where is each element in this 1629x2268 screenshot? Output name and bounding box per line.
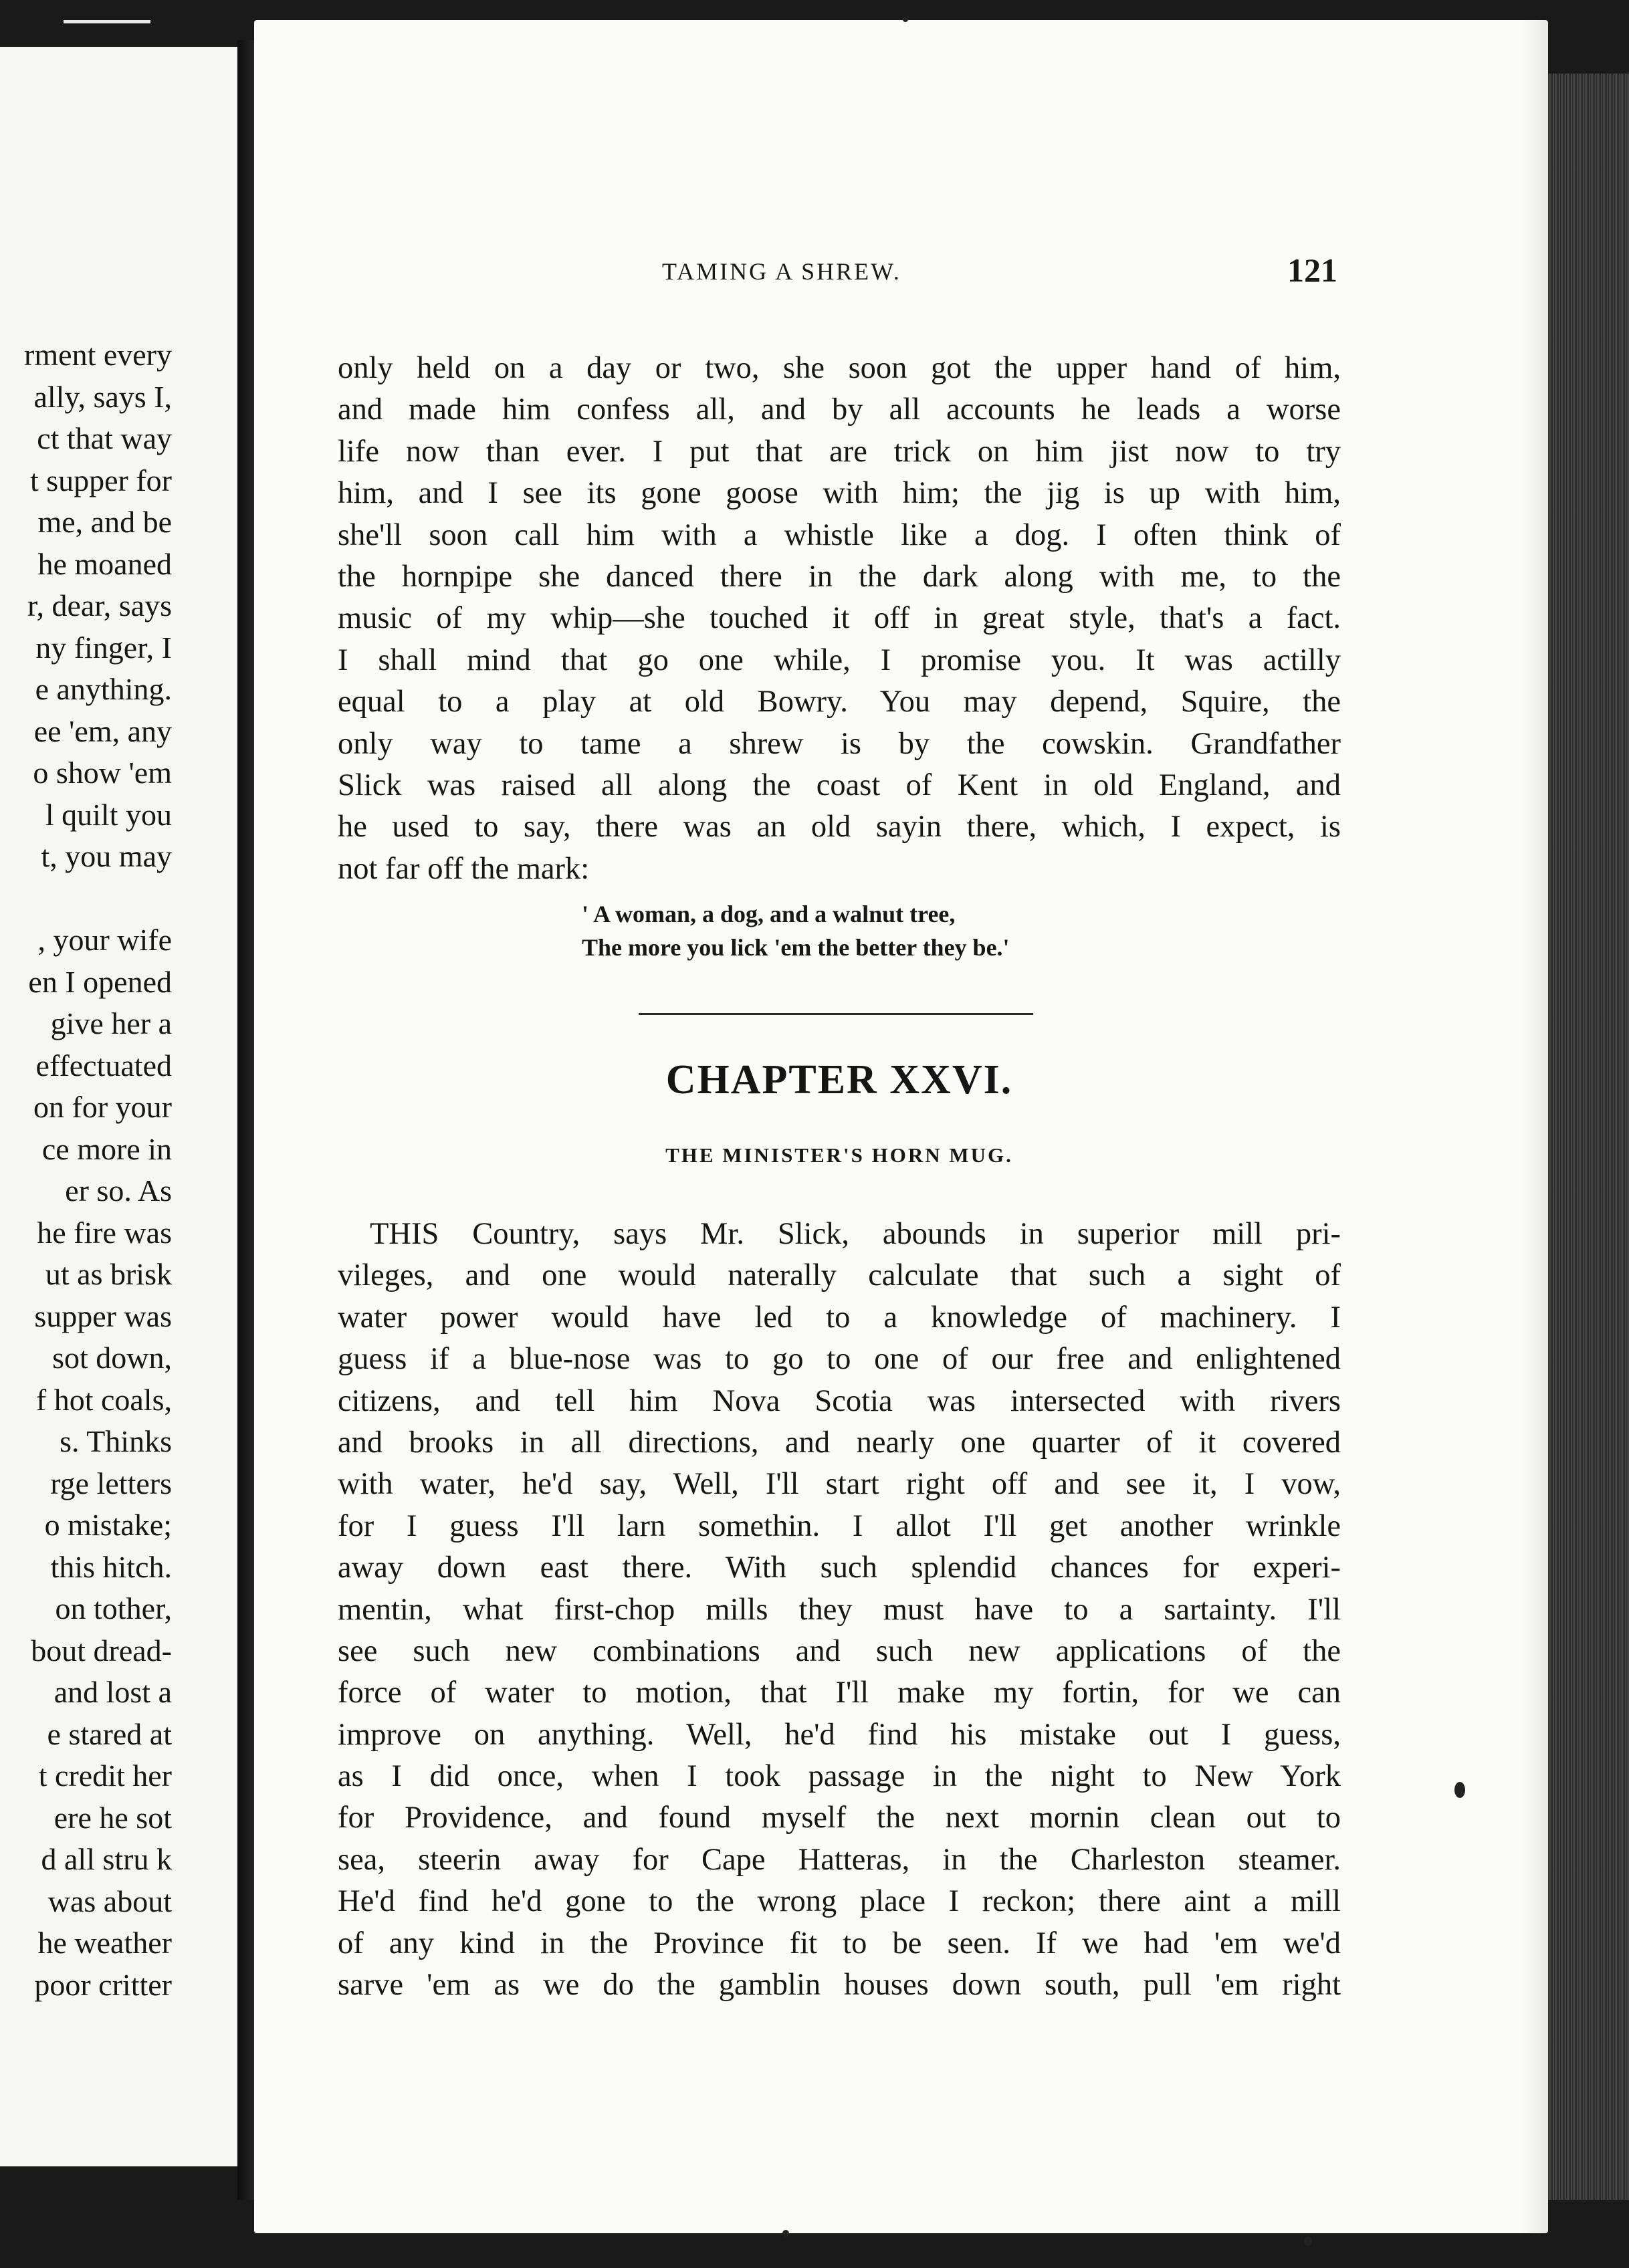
text-line: rment every xyxy=(24,338,172,372)
text-line: f hot coals, xyxy=(35,1382,172,1417)
text-line: o show 'em xyxy=(33,756,172,790)
body-text-chapter xyxy=(338,1214,1341,2006)
text-line: he weather xyxy=(37,1926,172,1960)
text-line: not far off the mark: xyxy=(338,851,590,886)
text-line: He'd find he'd gone to the wrong place I reckon; there aint a mill xyxy=(338,1884,1341,1919)
text-line: , your wife xyxy=(37,923,172,957)
text-line: bout dread- xyxy=(31,1633,172,1668)
page-edges xyxy=(1548,74,1629,2200)
text-line: t supper for xyxy=(29,463,172,497)
text-line: only way to tame a shrew is by the cowskin. Grandfather xyxy=(338,726,1341,761)
text-line: of any kind in the Province fit to be seen. If we had 'em we'd xyxy=(338,1926,1341,1960)
text-line: and lost a xyxy=(53,1675,172,1709)
text-line: was about xyxy=(47,1884,172,1918)
text-line: on tother, xyxy=(55,1591,172,1625)
text-line: see such new combinations and such new applications of the xyxy=(338,1633,1341,1668)
text-line: he fire was xyxy=(37,1215,172,1250)
verse-quote xyxy=(582,897,1010,964)
text-line: on for your xyxy=(33,1090,172,1124)
verse-line: ' A woman, a dog, and a walnut tree, xyxy=(582,901,956,927)
text-line: e stared at xyxy=(47,1716,172,1751)
text-line: him, and I see its gone goose with him; the jig is up with him, xyxy=(338,476,1341,511)
text-line: and brooks in all directions, and nearly one quarter of it covered xyxy=(338,1425,1341,1460)
text-line: this hitch. xyxy=(50,1549,172,1584)
running-title: TAMING A SHREW. xyxy=(662,258,901,285)
text-line: force of water to motion, that I'll make my fortin, for we can xyxy=(338,1676,1341,1710)
text-line: ct that way xyxy=(37,421,172,455)
text-line: citizens, and tell him Nova Scotia was intersected with rivers xyxy=(338,1383,1341,1418)
text-line: sea, steerin away for Cape Hatteras, in the Charleston steamer. xyxy=(338,1842,1341,1877)
text-line: improve on anything. Well, he'd find his mistake out I guess, xyxy=(338,1717,1341,1752)
text-line: as I did once, when I took passage in the night to New York xyxy=(338,1759,1341,1794)
text-line: he moaned xyxy=(37,546,172,581)
text-line: and made him confess all, and by all accounts he leads a worse xyxy=(338,392,1341,427)
text-line: ere he sot xyxy=(53,1800,172,1835)
text-line: mentin, what first-chop mills they must have to a sartainty. I'll xyxy=(338,1592,1341,1627)
text-line: en I opened xyxy=(28,964,172,999)
body-text-top xyxy=(338,348,1341,890)
page-shadow xyxy=(1521,20,1548,2233)
text-line: she'll soon call him with a whistle like a dog. I often think of xyxy=(338,518,1341,552)
chapter-subtitle: THE MINISTER'S HORN MUG. xyxy=(665,1143,1013,1167)
text-line: ally, says I, xyxy=(33,379,172,414)
text-line: effectuated xyxy=(35,1048,172,1083)
text-line xyxy=(0,878,172,920)
text-line: er so. As xyxy=(65,1173,172,1208)
left-page xyxy=(0,47,239,2166)
text-line: t, you may xyxy=(41,839,172,873)
text-line: d all stru k xyxy=(41,1842,172,1876)
text-line: ny finger, I xyxy=(35,630,172,665)
text-line: sarve 'em as we do the gamblin houses down south, pull 'em right xyxy=(338,1968,1341,2003)
text-line: sot down, xyxy=(52,1341,172,1375)
text-line: for Providence, and found myself the next mornin clean out to xyxy=(338,1801,1341,1835)
text-line: poor critter xyxy=(34,1967,172,2002)
scan-mark xyxy=(64,20,150,23)
text-line: only held on a day or two, she soon got the upper hand of him, xyxy=(338,351,1341,385)
verse-line: The more you lick 'em the better they be.' xyxy=(582,934,1010,961)
running-head xyxy=(401,251,1337,298)
text-line: ce more in xyxy=(41,1131,172,1166)
text-line: the hornpipe she danced there in the dark along with me, to the xyxy=(338,559,1341,594)
text-line: o mistake; xyxy=(44,1508,172,1542)
text-line: life now than ever. I put that are trick on him jist now to try xyxy=(338,434,1341,469)
left-page-text xyxy=(0,334,172,2006)
chapter-heading: CHAPTER XXVI. xyxy=(665,1057,1013,1103)
page-number: 121 xyxy=(1287,251,1337,289)
text-line: Slick was raised all along the coast of Kent in old England, and xyxy=(338,768,1341,802)
text-line: l quilt you xyxy=(45,797,172,832)
text-line: with water, he'd say, Well, I'll start right off and see it, I vow, xyxy=(338,1467,1341,1502)
text-line: THIS Country, says Mr. Slick, abounds in superior mill pri- xyxy=(370,1217,1341,1251)
section-divider xyxy=(639,1013,1033,1015)
text-line: water power would have led to a knowledge of machinery. I xyxy=(338,1300,1341,1335)
text-line: r, dear, says xyxy=(27,588,172,622)
scan-speck xyxy=(903,17,908,22)
text-line: give her a xyxy=(50,1006,172,1040)
text-line: he used to say, there was an old sayin there, which, I expect, is xyxy=(338,810,1341,844)
text-line: music of my whip—she touched it off in great style, that's a fact. xyxy=(338,601,1341,636)
text-line: for I guess I'll larn somethin. I allot I'll get another wrinkle xyxy=(338,1508,1341,1543)
text-line: ee 'em, any xyxy=(33,713,172,748)
text-line: s. Thinks xyxy=(60,1424,172,1458)
text-line: away down east there. With such splendid chances for experi- xyxy=(338,1551,1341,1585)
text-line: t credit her xyxy=(38,1759,172,1793)
scan-speck xyxy=(1304,2237,1312,2246)
text-line: equal to a play at old Bowry. You may depend, Squire, the xyxy=(338,685,1341,719)
text-line: e anything. xyxy=(35,672,172,706)
text-line: vileges, and one would naterally calculate that such a sight of xyxy=(338,1258,1341,1293)
text-line: rge letters xyxy=(50,1466,172,1500)
text-line: supper was xyxy=(34,1298,172,1333)
text-line: guess if a blue-nose was to go to one of our free and enlightened xyxy=(338,1342,1341,1377)
scan-speck xyxy=(782,2230,789,2237)
text-line: I shall mind that go one while, I promise you. It was actilly xyxy=(338,643,1341,677)
text-line: me, and be xyxy=(37,505,172,539)
scan-speck xyxy=(1454,1782,1465,1798)
text-line: ut as brisk xyxy=(45,1257,172,1291)
